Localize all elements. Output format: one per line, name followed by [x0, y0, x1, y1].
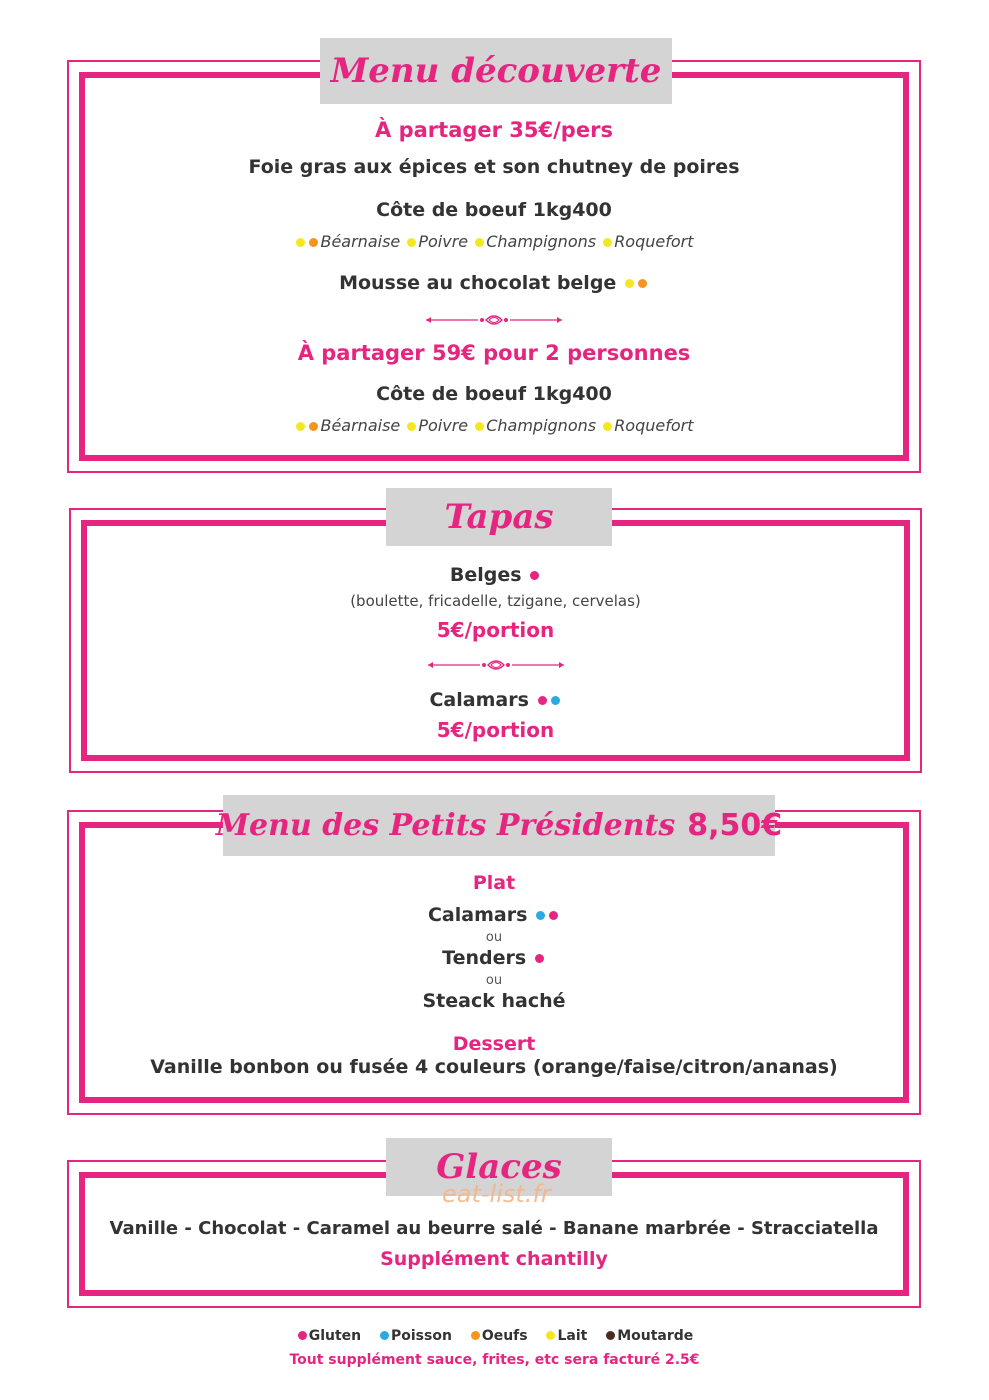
watermark: eat-list.fr: [442, 1180, 551, 1208]
tapas-section: [69, 508, 922, 773]
sauce-option: Roquefort: [614, 416, 694, 435]
allergen-poisson-dot: [536, 911, 545, 920]
menu-choice: [67, 947, 921, 969]
offer-heading: À partager 59€ pour 2 personnes: [297, 341, 691, 365]
allergen-oeufs-dot: [638, 279, 647, 288]
sauce-option: Béarnaise: [320, 232, 401, 251]
dessert-name: Vanille bonbon ou fusée 4 couleurs (orange/faise/citron/ananas): [150, 1056, 838, 1078]
chantilly-supplement: Supplément chantilly: [380, 1248, 608, 1270]
menu-choice: Steack haché: [422, 990, 566, 1012]
allergen-lait-dot: [475, 238, 484, 247]
allergen-oeufs-dot: [309, 238, 318, 247]
tapas-item-price: 5€/portion: [436, 718, 555, 742]
allergen-lait-dot: [407, 422, 416, 431]
footnote: Tout supplément sauce, frites, etc sera facturé 2.5€: [289, 1352, 700, 1368]
menu-price: 8,50€: [687, 808, 783, 843]
ornament-divider-icon: [426, 313, 562, 327]
sauce-option: Poivre: [418, 416, 469, 435]
menu-choice-name: Calamars: [427, 904, 528, 926]
allergen-gluten-dot: [530, 571, 539, 580]
allergen-lait-dot: [296, 238, 305, 247]
allergen-oeufs-dot: [471, 1331, 480, 1340]
allergen-lait-dot: [546, 1331, 555, 1340]
allergen-gluten-dot: [549, 911, 558, 920]
allergen-gluten-dot: [298, 1331, 307, 1340]
allergen-oeufs-dot: [309, 422, 318, 431]
menu-choice-name: Tenders: [442, 947, 527, 969]
menu-choice: [67, 904, 921, 926]
or-separator: ou: [485, 973, 503, 988]
legend-label: Poisson: [391, 1328, 452, 1344]
or-separator: ou: [485, 930, 503, 945]
section-title: Glaces: [386, 1138, 612, 1196]
allergen-lait-dot: [603, 238, 612, 247]
allergen-lait-dot: [603, 422, 612, 431]
legend-label: Oeufs: [481, 1328, 528, 1344]
section-title: [215, 795, 783, 856]
tapas-item: [69, 564, 922, 586]
section-title: Menu découverte: [320, 38, 672, 104]
legend-item: [544, 1328, 587, 1344]
sauce-option: Roquefort: [614, 232, 694, 251]
offer-heading: À partager 35€/pers: [375, 118, 613, 142]
tapas-item: [69, 689, 922, 711]
sauce-options: [67, 416, 921, 435]
dessert-label: Dessert: [452, 1033, 536, 1055]
menu-decouverte-section: [67, 60, 921, 473]
ornament-divider-icon: [428, 658, 564, 672]
sauce-option: Champignons: [486, 416, 597, 435]
allergen-lait-dot: [475, 422, 484, 431]
sauce-options: [67, 232, 921, 251]
allergen-lait-dot: [296, 422, 305, 431]
section-title: Tapas: [386, 488, 612, 546]
tapas-item-name: Belges: [449, 564, 522, 586]
legend-item: [604, 1328, 693, 1344]
allergen-lait-dot: [625, 279, 634, 288]
tapas-item-price: 5€/portion: [436, 618, 555, 642]
sauce-option: Béarnaise: [320, 416, 401, 435]
allergen-lait-dot: [407, 238, 416, 247]
allergen-poisson-dot: [551, 696, 560, 705]
legend-item: [469, 1328, 528, 1344]
tapas-item-detail: (boulette, fricadelle, tzigane, cervelas): [350, 592, 641, 610]
legend-item: [296, 1328, 361, 1344]
dessert-name: [67, 272, 921, 294]
sauce-option: Poivre: [418, 232, 469, 251]
ice-cream-flavours: Vanille - Chocolat - Caramel au beurre salé - Banane marbrée - Stracciatella: [109, 1218, 879, 1239]
allergen-gluten-dot: [538, 696, 547, 705]
allergen-moutarde-dot: [606, 1331, 615, 1340]
allergen-gluten-dot: [535, 954, 544, 963]
dessert-label: Mousse au chocolat belge: [339, 272, 617, 294]
legend-item: [378, 1328, 452, 1344]
dish-name: Côte de boeuf 1kg400: [376, 199, 612, 221]
legend-label: Lait: [557, 1328, 588, 1344]
plat-label: Plat: [472, 872, 516, 894]
tapas-item-name: Calamars: [429, 689, 529, 711]
dish-name: Foie gras aux épices et son chutney de poires: [248, 156, 740, 178]
section-title-text: Menu des Petits Présidents: [215, 808, 676, 843]
dish-name: Côte de boeuf 1kg400: [376, 383, 612, 405]
allergen-legend: [0, 1328, 989, 1344]
legend-label: Gluten: [308, 1328, 362, 1344]
sauce-option: Champignons: [486, 232, 597, 251]
allergen-poisson-dot: [380, 1331, 389, 1340]
legend-label: Moutarde: [617, 1328, 694, 1344]
